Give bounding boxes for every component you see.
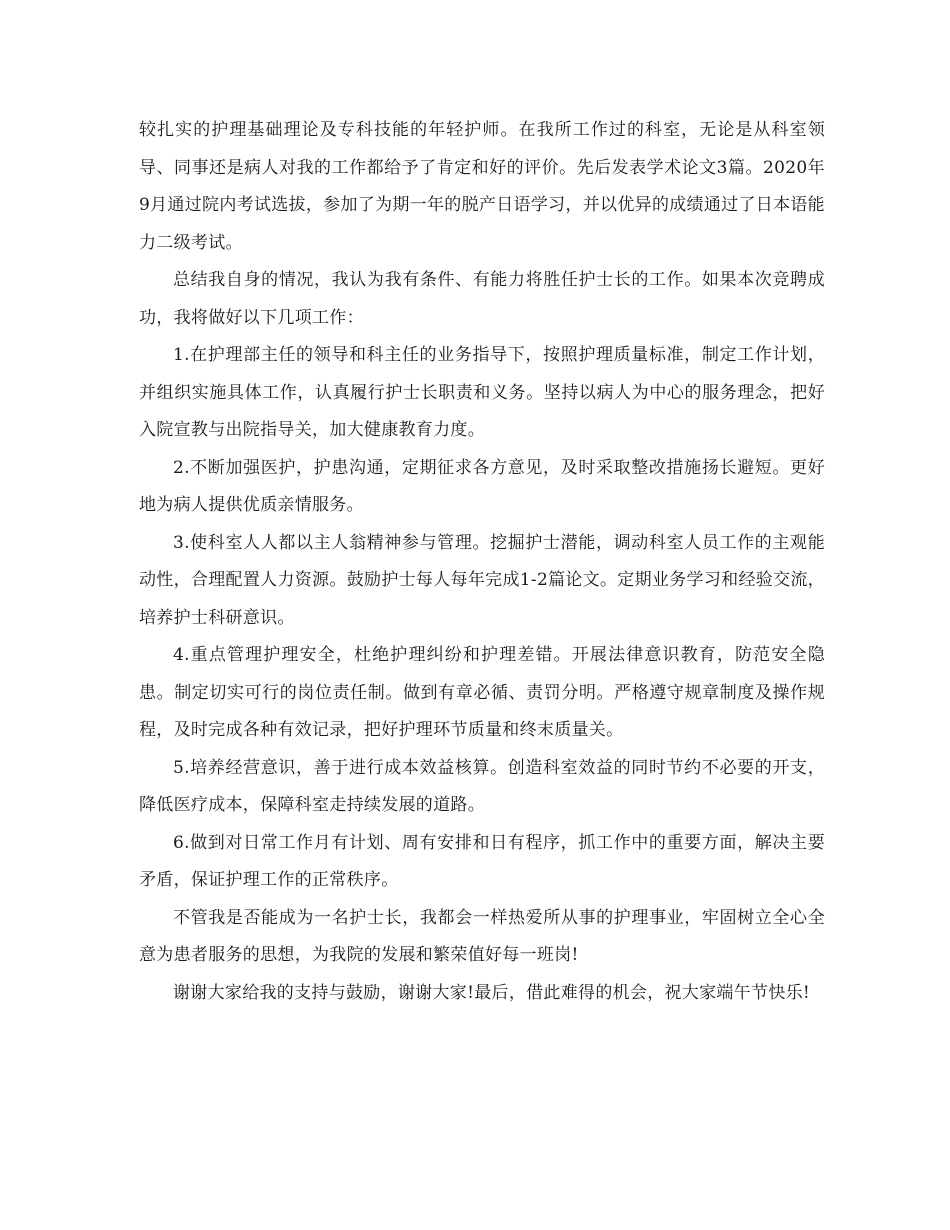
paragraph-summary: 总结我自身的情况，我认为我有条件、有能力将胜任护士长的工作。如果本次竞聘成功，我将做好以下几项工作：	[139, 270, 825, 328]
paragraph-item-2: 2.不断加强医护，护患沟通，定期征求各方意见，及时采取整改措施扬长避短。更好地为病人提供优质亲情服务。	[139, 457, 825, 515]
paragraph-closing: 谢谢大家给我的支持与鼓励，谢谢大家!最后，借此难得的机会，祝大家端午节快乐!	[173, 982, 811, 1003]
paragraph-item-3: 3.使科室人人都以主人翁精神参与管理。挖掘护士潜能，调动科室人员工作的主观能动性，合理配置人力资源。鼓励护士每人每年完成1-2篇论文。定期业务学习和经验交流，培养护士科研意识。	[139, 532, 825, 628]
document-body	[139, 112, 825, 1012]
paragraph-item-4: 4.重点管理护理安全，杜绝护理纠纷和护理差错。开展法律意识教育，防范安全隐患。制定切实可行的岗位责任制。做到有章必循、责罚分明。严格遵守规章制度及操作规程，及时完成各种有效记录，把好护理环节质量和终末质量关。	[139, 645, 825, 740]
paragraph-item-6: 6.做到对日常工作月有计划、周有安排和日有程序，抓工作中的重要方面，解决主要矛盾，保证护理工作的正常秩序。	[139, 832, 825, 890]
paragraph-item-1: 1.在护理部主任的领导和科主任的业务指导下，按照护理质量标准，制定工作计划，并组织实施具体工作，认真履行护士长职责和义务。坚持以病人为中心的服务理念，把好入院宣教与出院指导关，加大健康教育力度。	[139, 345, 825, 440]
paragraph-continuation: 较扎实的护理基础理论及专科技能的年轻护师。在我所工作过的科室，无论是从科室领导、同事还是病人对我的工作都给予了肯定和好的评价。先后发表学术论文3篇。2020年9月通过院内考试选拔，参加了为期一年的脱产日语学习，并以优异的成绩通过了日本语能力二级考试。	[139, 120, 825, 253]
paragraph-commitment: 不管我是否能成为一名护士长，我都会一样热爱所从事的护理事业，牢固树立全心全意为患者服务的思想，为我院的发展和繁荣值好每一班岗!	[139, 907, 825, 965]
paragraph-item-5: 5.培养经营意识，善于进行成本效益核算。创造科室效益的同时节约不必要的开支，降低医疗成本，保障科室走持续发展的道路。	[139, 757, 825, 815]
